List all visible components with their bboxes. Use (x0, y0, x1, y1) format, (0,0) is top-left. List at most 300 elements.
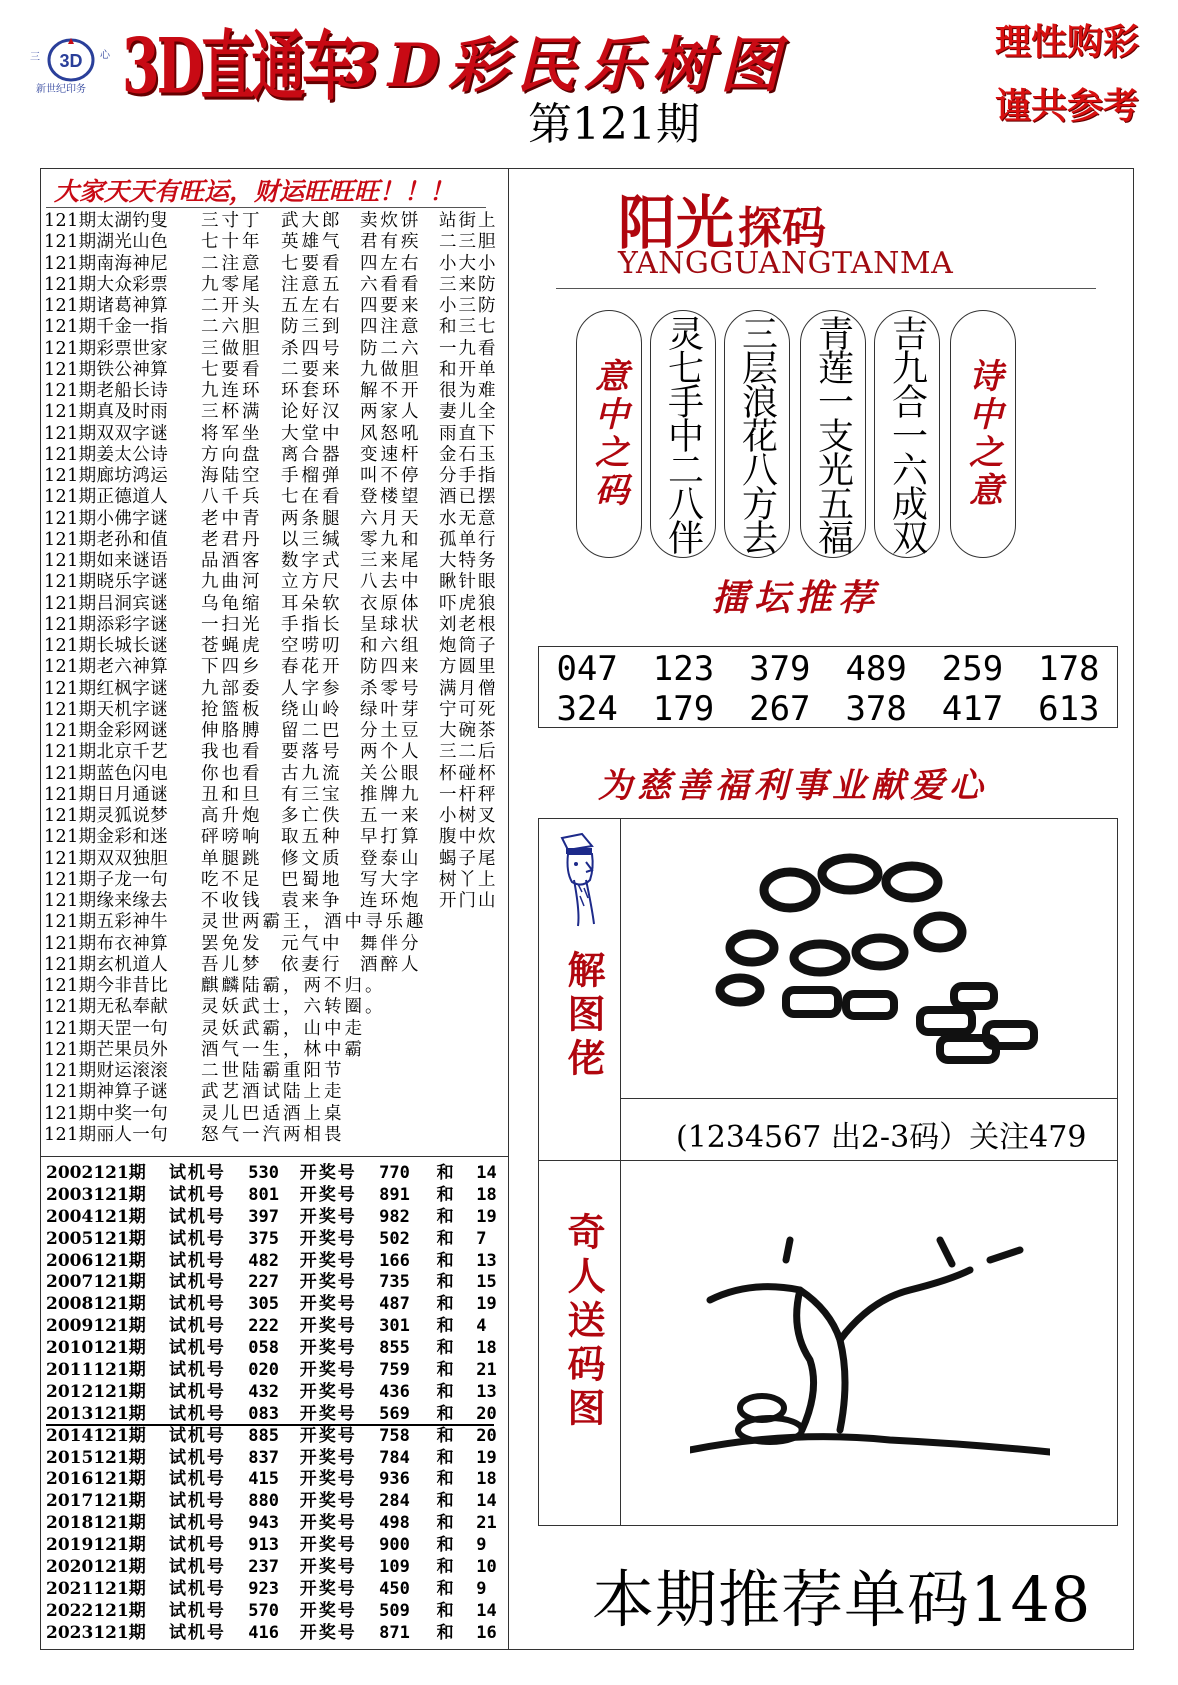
draw-label: 开奖号 (299, 1600, 357, 1621)
riddle-phrase: 二要来 (281, 359, 343, 380)
yangguang-rule (556, 288, 1096, 289)
riddle-row (44, 721, 508, 742)
riddle-phrase: 英雄气 (281, 232, 343, 253)
draw-number: 450 (379, 1578, 410, 1599)
history-period: 2010121期 (46, 1338, 146, 1359)
riddle-phrase: 防三到 (281, 317, 343, 338)
riddle-phrase: 苍蝇虎 (201, 636, 263, 656)
riddle-phrase: 单腿跳 (201, 848, 263, 869)
recommend-number: 259 (941, 649, 1004, 689)
pill-poem-line-1 (650, 310, 716, 558)
riddle-source: 121期中奖一句 (44, 1103, 169, 1124)
riddle-row (44, 679, 508, 700)
draw-label: 开奖号 (299, 1535, 357, 1556)
sum-label: 和 (436, 1250, 454, 1271)
sum-value: 18 (476, 1184, 497, 1205)
riddle-phrase: 金石玉 (439, 444, 498, 465)
riddle-source: 121期灵狐说梦 (44, 806, 169, 826)
riddle-row (44, 827, 508, 848)
riddle-phrase: 四要来 (360, 296, 422, 316)
leitan-heading: 擂坛推荐 (712, 577, 881, 619)
riddle-source: 121期日月通谜 (44, 784, 169, 805)
riddle-source: 121期今非昔比 (44, 976, 169, 996)
riddle-row (44, 934, 508, 955)
riddle-phrase: 八去中 (360, 572, 422, 593)
riddle-phrase: 腹中炊 (439, 827, 498, 848)
sum-value: 9 (476, 1578, 487, 1599)
test-number: 880 (248, 1491, 279, 1512)
riddle-source: 121期诸葛神算 (44, 296, 169, 316)
riddle-phrase: 站街上 (439, 211, 498, 231)
svg-text:新世纪印务: 新世纪印务 (36, 84, 86, 95)
history-period: 2006121期 (46, 1250, 146, 1271)
riddle-phrase: 四注意 (360, 317, 422, 338)
riddle-phrase: 一九看 (439, 338, 498, 359)
draw-number: 770 (379, 1163, 410, 1183)
riddle-phrase: 五左右 (281, 296, 343, 316)
riddle-text: 二世陆霸重阳节 (201, 1061, 345, 1081)
sum-value: 10 (476, 1557, 497, 1578)
sum-value: 19 (476, 1206, 497, 1227)
svg-text:心: 心 (100, 50, 110, 61)
history-row (46, 1469, 506, 1491)
draw-number: 109 (379, 1557, 410, 1578)
riddle-text: 武艺酒试陆上走 (201, 1082, 345, 1103)
riddle-phrase: 留二巴 (281, 721, 343, 741)
test-label: 试机号 (168, 1360, 226, 1381)
recommend-number-box (538, 646, 1118, 728)
riddle-phrase: 大碗茶 (439, 721, 498, 741)
test-label: 试机号 (168, 1228, 226, 1249)
riddle-source: 121期如来谜语 (44, 551, 169, 571)
riddle-source: 121期玄机道人 (44, 954, 169, 975)
riddle-source: 121期红枫字谜 (44, 678, 169, 699)
riddle-source: 121期吕洞宾谜 (44, 593, 169, 614)
history-row (46, 1426, 506, 1448)
riddle-phrase: 六月天 (360, 508, 422, 529)
sum-value: 20 (476, 1403, 497, 1424)
logo-emblem (22, 36, 120, 96)
sum-label: 和 (436, 1403, 454, 1424)
riddle-source: 121期双双独胆 (44, 848, 169, 869)
single-code-recommendation: 本期推荐单码148 (592, 1563, 1092, 1636)
riddle-row (44, 445, 508, 466)
history-period: 2008121期 (46, 1294, 146, 1315)
test-label: 试机号 (168, 1600, 226, 1621)
draw-label: 开奖号 (299, 1425, 357, 1446)
test-number: 482 (248, 1250, 279, 1271)
riddle-phrase: 丑和旦 (201, 784, 263, 805)
test-label: 试机号 (168, 1163, 226, 1183)
history-row (46, 1535, 506, 1557)
test-label: 试机号 (168, 1535, 226, 1556)
column-divider (508, 168, 509, 1650)
pill-poem-line-2 (724, 310, 790, 558)
test-label: 试机号 (168, 1272, 226, 1293)
riddle-phrase: 推牌九 (360, 784, 422, 805)
riddle-row (44, 912, 508, 933)
strike-line (46, 1424, 494, 1426)
riddle-source: 121期千金一指 (44, 317, 169, 338)
riddle-row (44, 636, 508, 657)
riddle-source: 121期缘来缘去 (44, 891, 169, 911)
riddle-phrase: 登泰山 (360, 848, 422, 869)
riddle-row (44, 296, 508, 317)
test-label: 试机号 (168, 1578, 226, 1599)
label-jie-tu-lao: 解图佬 (561, 950, 606, 1082)
riddle-phrase: 立方尺 (281, 572, 343, 593)
riddle-phrase: 九部委 (201, 678, 263, 699)
riddle-phrase: 和六组 (360, 636, 422, 656)
sum-label: 和 (436, 1294, 454, 1315)
riddle-phrase: 九曲河 (201, 572, 263, 593)
riddle-phrase: 很为难 (439, 381, 498, 401)
draw-number: 784 (379, 1447, 410, 1468)
test-number: 227 (248, 1272, 279, 1293)
riddle-source: 121期丽人一句 (44, 1124, 169, 1145)
history-row (46, 1207, 506, 1229)
riddle-phrase: 老中青 (201, 508, 263, 529)
riddle-phrase: 吓虎狼 (439, 593, 498, 614)
sum-label: 和 (436, 1272, 454, 1293)
test-number: 415 (248, 1469, 279, 1490)
riddle-phrase: 七在看 (281, 487, 343, 508)
history-row (46, 1163, 506, 1185)
riddle-row (44, 424, 508, 445)
history-period: 2019121期 (46, 1535, 146, 1556)
riddle-phrase: 三来尾 (360, 551, 422, 571)
draw-number: 758 (379, 1425, 410, 1446)
riddle-source: 121期子龙一句 (44, 869, 169, 890)
history-row (46, 1294, 506, 1316)
riddle-phrase: 绿叶芽 (360, 699, 422, 720)
riddle-phrase: 一杆秤 (439, 784, 498, 805)
pill-text: 灵七手中二八伴 (662, 315, 704, 553)
riddle-phrase: 水无意 (439, 508, 498, 529)
riddle-source: 121期彩票世家 (44, 338, 169, 359)
recommend-number: 267 (749, 689, 811, 729)
test-number: 397 (248, 1206, 279, 1227)
riddle-phrase: 武大郎 (281, 211, 343, 231)
sum-value: 19 (476, 1447, 497, 1468)
riddle-phrase: 杯碰杯 (439, 763, 498, 784)
issue-number: 第121期 (528, 99, 700, 150)
riddle-source: 121期大众彩票 (44, 274, 169, 295)
riddle-phrase: 元气中 (281, 933, 343, 954)
recommend-number: 379 (749, 649, 811, 689)
riddle-row (44, 1104, 508, 1125)
riddle-row (44, 360, 508, 381)
riddle-phrase: 八千兵 (201, 487, 263, 508)
riddle-phrase: 依妻行 (281, 954, 343, 975)
riddle-phrase: 二注意 (201, 253, 263, 274)
sum-label: 和 (436, 1316, 454, 1337)
riddle-source: 121期五彩神牛 (44, 912, 169, 933)
yangguang-title-main: 阳光 (618, 189, 735, 257)
riddle-phrase: 七要看 (201, 359, 263, 380)
riddle-phrase: 要落号 (281, 742, 343, 763)
test-number: 416 (248, 1622, 279, 1643)
riddle-source: 121期廊坊鸿运 (44, 466, 169, 486)
riddle-source: 121期天机字谜 (44, 699, 169, 720)
riddle-phrase: 下四乡 (201, 657, 263, 678)
riddle-phrase: 大堂中 (281, 423, 343, 444)
riddle-row (44, 976, 508, 997)
test-label: 试机号 (168, 1403, 226, 1424)
riddle-phrase: 论好汉 (281, 402, 343, 423)
draw-label: 开奖号 (299, 1622, 357, 1643)
test-number: 913 (248, 1535, 279, 1556)
label-qi-ren-song-ma-tu: 奇人送码图 (561, 1212, 606, 1432)
test-label: 试机号 (168, 1294, 226, 1315)
riddle-phrase: 抢篮板 (201, 699, 263, 720)
logo-text: 3D直通车 (122, 21, 354, 111)
riddle-text: 灵妖武士，六转圈。 (201, 997, 386, 1018)
history-row (46, 1404, 506, 1426)
riddle-source: 121期财运滚滚 (44, 1061, 169, 1081)
sum-label: 和 (436, 1163, 454, 1183)
riddle-row (44, 254, 508, 275)
riddle-phrase: 妻儿全 (439, 402, 498, 423)
draw-label: 开奖号 (299, 1491, 357, 1512)
sum-label: 和 (436, 1360, 454, 1381)
test-number: 943 (248, 1513, 279, 1534)
riddle-source: 121期小佛字谜 (44, 508, 169, 529)
riddle-phrase: 和开单 (439, 359, 498, 380)
riddle-phrase: 叫不停 (360, 466, 422, 486)
riddle-phrase: 罢免发 (201, 933, 263, 954)
riddle-phrase: 雨直下 (439, 423, 498, 444)
draw-number: 855 (379, 1338, 410, 1359)
main-title: 3D彩民乐树图 (338, 31, 788, 101)
riddle-phrase: 将军坐 (201, 423, 263, 444)
test-label: 试机号 (168, 1447, 226, 1468)
riddle-phrase: 有三宝 (281, 784, 343, 805)
sum-value: 19 (476, 1294, 497, 1315)
riddle-phrase: 小大小 (439, 253, 498, 274)
riddle-phrase: 手指长 (281, 614, 343, 635)
riddle-phrase: 杀四号 (281, 338, 343, 359)
riddle-phrase: 九零尾 (201, 274, 263, 295)
sum-value: 21 (476, 1360, 497, 1381)
riddle-phrase: 早打算 (360, 827, 422, 848)
riddle-phrase: 人字参 (281, 678, 343, 699)
charity-banner: 为慈善福利事业献爱心 (598, 766, 988, 806)
riddle-list (44, 211, 508, 1146)
draw-label: 开奖号 (299, 1557, 357, 1578)
riddle-source: 121期长城长谜 (44, 636, 169, 656)
riddle-row (44, 1040, 508, 1061)
riddle-source: 121期布衣神算 (44, 933, 169, 954)
test-number: 570 (248, 1600, 279, 1621)
riddle-phrase: 海陆空 (201, 466, 263, 486)
draw-label: 开奖号 (299, 1338, 357, 1359)
riddle-phrase: 和三七 (439, 317, 498, 338)
sum-label: 和 (436, 1338, 454, 1359)
riddle-phrase: 春花开 (281, 657, 343, 678)
riddle-source: 121期金彩和迷 (44, 827, 169, 848)
draw-label: 开奖号 (299, 1316, 357, 1337)
pill-text: 青莲一支光五福 (812, 315, 854, 553)
history-period: 2003121期 (46, 1184, 146, 1205)
recommend-number: 613 (1038, 689, 1100, 729)
riddle-phrase: 修文质 (281, 848, 343, 869)
chain-puzzle-image (690, 848, 1050, 1068)
riddle-phrase: 孤单行 (439, 529, 498, 550)
draw-number: 871 (379, 1622, 410, 1643)
test-number: 222 (248, 1316, 279, 1337)
draw-number: 759 (379, 1360, 410, 1381)
riddle-phrase: 君有疾 (360, 232, 422, 253)
sum-value: 18 (476, 1338, 497, 1359)
history-period: 2004121期 (46, 1206, 146, 1227)
riddle-phrase: 两家人 (360, 402, 422, 423)
history-row (46, 1557, 506, 1579)
history-period: 2011121期 (46, 1360, 146, 1381)
history-table (46, 1163, 506, 1645)
greeting-underline (46, 207, 486, 208)
history-period: 2009121期 (46, 1316, 146, 1337)
recommend-number: 378 (845, 689, 907, 729)
riddle-phrase: 伸胳膊 (201, 721, 263, 741)
sum-label: 和 (436, 1578, 454, 1599)
history-period: 2016121期 (46, 1469, 146, 1490)
sum-value: 13 (476, 1250, 497, 1271)
test-label: 试机号 (168, 1491, 226, 1512)
test-label: 试机号 (168, 1316, 226, 1337)
recommend-number: 047 (556, 649, 618, 689)
riddle-phrase: 绕山岭 (281, 699, 343, 720)
sum-value: 14 (476, 1163, 497, 1183)
riddle-source: 121期芒果员外 (44, 1039, 169, 1060)
svg-text:3D: 3D (59, 51, 83, 71)
riddle-phrase: 变速杆 (360, 444, 422, 465)
riddle-phrase: 小三防 (439, 296, 498, 316)
sage-figure-icon (552, 832, 606, 928)
draw-label: 开奖号 (299, 1206, 357, 1227)
riddle-phrase: 蝎子尾 (439, 848, 498, 869)
riddle-row (44, 402, 508, 423)
riddle-phrase: 酒醉人 (360, 954, 422, 975)
draw-label: 开奖号 (299, 1163, 357, 1183)
riddle-phrase: 满月僧 (439, 678, 498, 699)
riddle-phrase: 开门山 (439, 891, 498, 911)
slogan-rational: 理性购彩 (995, 21, 1140, 63)
draw-number: 498 (379, 1513, 410, 1534)
history-period: 2022121期 (46, 1600, 146, 1621)
riddle-phrase: 三二后 (439, 742, 498, 763)
riddle-row (44, 1082, 508, 1103)
riddle-phrase: 砰嗙响 (201, 827, 263, 848)
riddle-phrase: 七要看 (281, 253, 343, 274)
riddle-phrase: 你也看 (201, 763, 263, 784)
draw-label: 开奖号 (299, 1447, 357, 1468)
riddle-row (44, 572, 508, 593)
test-number: 237 (248, 1557, 279, 1578)
sketch-branch-image (690, 1230, 1050, 1460)
history-row (46, 1251, 506, 1273)
test-label: 试机号 (168, 1184, 226, 1205)
history-period: 2014121期 (46, 1425, 146, 1446)
riddle-phrase: 零九和 (360, 529, 422, 550)
number-row-2 (539, 689, 1117, 729)
riddle-phrase: 以三缄 (281, 529, 343, 550)
draw-number: 509 (379, 1600, 410, 1621)
riddle-source: 121期真及时雨 (44, 402, 169, 423)
riddle-row (44, 509, 508, 530)
yangguang-pinyin: YANGGUANGTANMA (618, 246, 954, 281)
history-period: 2002121期 (46, 1163, 146, 1183)
test-label: 试机号 (168, 1622, 226, 1643)
riddle-phrase: 九做胆 (360, 359, 422, 380)
riddle-phrase: 分土豆 (360, 721, 422, 741)
riddle-row (44, 317, 508, 338)
sum-value: 18 (476, 1469, 497, 1490)
riddle-source: 121期天罡一句 (44, 1018, 169, 1039)
riddle-row (44, 275, 508, 296)
test-label: 试机号 (168, 1338, 226, 1359)
sum-label: 和 (436, 1381, 454, 1402)
history-period: 2020121期 (46, 1557, 146, 1578)
riddle-phrase: 注意五 (281, 274, 343, 295)
draw-number: 301 (379, 1316, 410, 1337)
sum-label: 和 (436, 1206, 454, 1227)
history-period: 2015121期 (46, 1447, 146, 1468)
riddle-row (44, 1125, 508, 1146)
riddle-row (44, 785, 508, 806)
riddle-phrase: 舞伴分 (360, 933, 422, 954)
riddle-phrase: 防二六 (360, 338, 422, 359)
riddle-source: 121期老孙和值 (44, 529, 169, 550)
draw-label: 开奖号 (299, 1403, 357, 1424)
draw-label: 开奖号 (299, 1228, 357, 1249)
draw-label: 开奖号 (299, 1272, 357, 1293)
riddle-row (44, 870, 508, 891)
history-row (46, 1338, 506, 1360)
riddle-phrase: 多亡佚 (281, 806, 343, 826)
sum-value: 14 (476, 1600, 497, 1621)
test-number: 058 (248, 1338, 279, 1359)
riddle-row (44, 849, 508, 870)
sum-label: 和 (436, 1557, 454, 1578)
riddle-phrase: 写大字 (360, 869, 422, 890)
riddle-phrase: 古九流 (281, 763, 343, 784)
riddle-phrase: 三来防 (439, 274, 498, 295)
riddle-phrase: 树丫上 (439, 869, 498, 890)
riddle-phrase: 吃不足 (201, 869, 263, 890)
riddle-row (44, 615, 508, 636)
riddle-phrase: 酒已摆 (439, 487, 498, 508)
recommend-number: 324 (556, 689, 618, 729)
sum-label: 和 (436, 1535, 454, 1556)
recommend-number: 489 (845, 649, 907, 689)
riddle-phrase: 九连环 (201, 381, 263, 401)
riddle-text: 酒气一生，林中霸 (201, 1039, 365, 1060)
riddle-row (44, 551, 508, 572)
riddle-phrase: 一扫光 (201, 614, 263, 635)
riddle-phrase: 六看看 (360, 274, 422, 295)
riddle-phrase: 三杯满 (201, 402, 263, 423)
sum-label: 和 (436, 1513, 454, 1534)
sum-label: 和 (436, 1228, 454, 1249)
riddle-phrase: 两个人 (360, 742, 422, 763)
sum-label: 和 (436, 1469, 454, 1490)
recommend-number: 123 (652, 649, 715, 689)
slogan-reference: 谨共参考 (995, 85, 1140, 127)
test-number: 432 (248, 1381, 279, 1402)
riddle-text: 灵儿巴适酒上桌 (201, 1103, 345, 1124)
riddle-phrase: 离合器 (281, 444, 343, 465)
